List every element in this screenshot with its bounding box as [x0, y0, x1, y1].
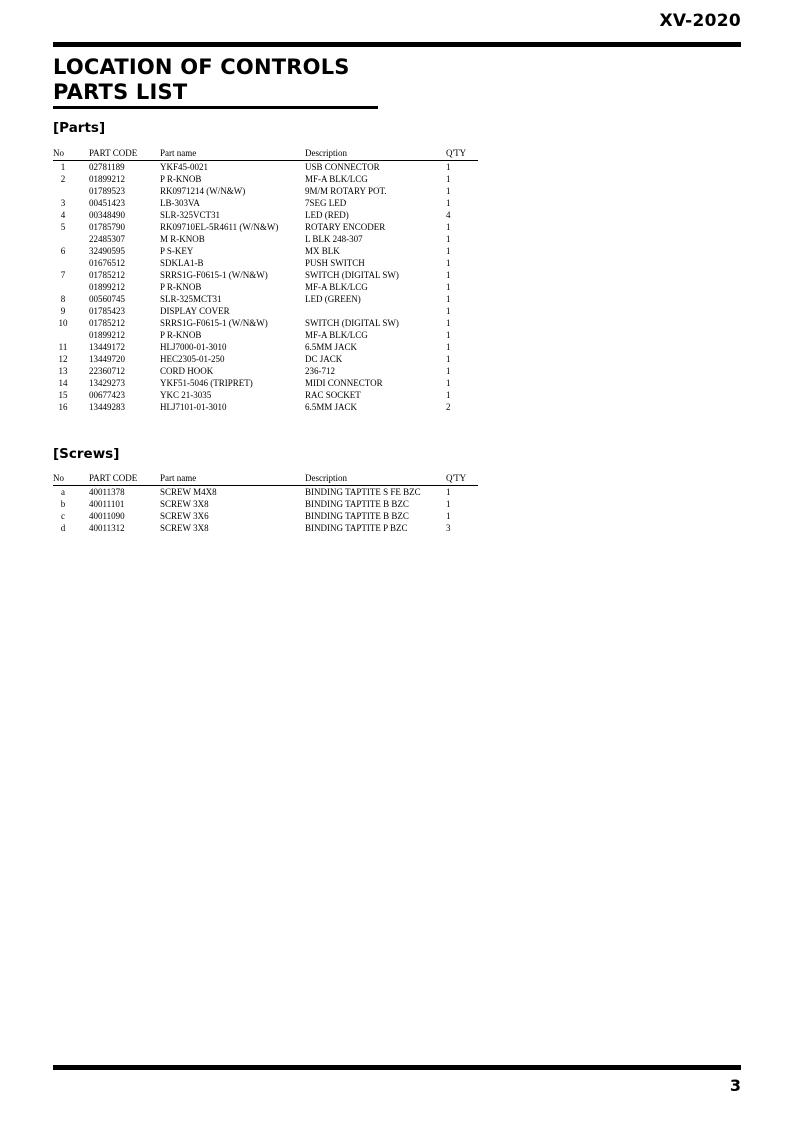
cell-description: BINDING TAPTITE B BZC: [305, 511, 409, 521]
cell-no: 11: [58, 342, 68, 352]
column-header-part-name: Part name: [160, 472, 305, 486]
cell-part-name: CORD HOOK: [160, 366, 214, 376]
cell-part-code: 01899212: [89, 330, 125, 340]
table-header-row: [53, 147, 478, 161]
table-row: [53, 317, 478, 329]
cell-description: BINDING TAPTITE B BZC: [305, 499, 409, 509]
cell-part-code: 01785212: [89, 318, 125, 328]
cell-part-name: P S-KEY: [160, 246, 194, 256]
top-rule: [53, 42, 741, 47]
table-row: [53, 377, 478, 389]
cell-description: PUSH SWITCH: [305, 258, 365, 268]
cell-part-code: 02781189: [89, 162, 125, 172]
cell-qty: 1: [446, 330, 451, 340]
cell-no: 16: [58, 402, 68, 412]
cell-part-name: YKF45-0021: [160, 162, 209, 172]
cell-part-code: 01785790: [89, 222, 125, 232]
column-header-part-code: PART CODE: [73, 472, 160, 486]
table-row: [53, 341, 478, 353]
cell-qty: 1: [446, 318, 451, 328]
table-row: [53, 401, 478, 413]
cell-part-code: 01676512: [89, 258, 125, 268]
title-rule: [53, 106, 378, 109]
cell-part-name: SRRS1G-F0615-1 (W/N&W): [160, 270, 268, 280]
cell-part-code: 40011090: [89, 511, 125, 521]
cell-part-name: P R-KNOB: [160, 174, 202, 184]
table-row: [53, 209, 478, 221]
cell-part-code: 01899212: [89, 174, 125, 184]
cell-description: BINDING TAPTITE S FE BZC: [305, 487, 421, 497]
cell-part-code: 01899212: [89, 282, 125, 292]
cell-part-code: 00348490: [89, 210, 125, 220]
cell-part-code: 01785423: [89, 306, 125, 316]
cell-part-code: 00560745: [89, 294, 125, 304]
cell-no: [53, 185, 73, 197]
cell-part-code: 01789523: [89, 186, 125, 196]
cell-description: SWITCH (DIGITAL SW): [305, 318, 399, 328]
cell-qty: 1: [446, 354, 451, 364]
cell-description: MIDI CONNECTOR: [305, 378, 383, 388]
table-row: [53, 522, 478, 534]
cell-qty: 2: [446, 402, 451, 412]
column-header-no: No: [53, 472, 73, 486]
cell-part-name: SLR-325MCT31: [160, 294, 222, 304]
cell-no: 6: [60, 246, 66, 256]
cell-no: [53, 233, 73, 245]
table-row: [53, 293, 478, 305]
table-row: [53, 221, 478, 233]
cell-description: BINDING TAPTITE P BZC: [305, 523, 408, 533]
cell-part-code: 32490595: [89, 246, 125, 256]
parts-heading: [Parts]: [53, 120, 106, 136]
column-header-part-code: PART CODE: [73, 147, 160, 161]
cell-description: MX BLK: [305, 246, 340, 256]
column-header-qty: Q'TY: [446, 147, 478, 161]
cell-no: 10: [58, 318, 68, 328]
cell-part-code: 13429273: [89, 378, 125, 388]
cell-description: 6.5MM JACK: [305, 342, 358, 352]
model-name: XV-2020: [659, 11, 741, 31]
cell-part-code: 40011101: [89, 499, 125, 509]
cell-part-name: YKC 21-3035: [160, 390, 212, 400]
cell-part-code: 13449172: [89, 342, 125, 352]
cell-part-name: DISPLAY COVER: [160, 306, 230, 316]
cell-qty: 1: [446, 258, 451, 268]
page-title-line-1: LOCATION OF CONTROLS: [53, 55, 350, 79]
cell-part-name: RK0971214 (W/N&W): [160, 186, 246, 196]
cell-qty: 1: [446, 499, 451, 509]
cell-no: 8: [60, 294, 66, 304]
cell-part-name: SCREW 3X8: [160, 499, 209, 509]
cell-part-code: 13449720: [89, 354, 125, 364]
cell-part-name: P R-KNOB: [160, 282, 202, 292]
parts-table-body: [53, 161, 478, 414]
footer-rule: [53, 1065, 741, 1070]
cell-description: MF-A BLK/LCG: [305, 282, 368, 292]
cell-qty: 1: [446, 222, 451, 232]
cell-qty: 1: [446, 186, 451, 196]
cell-no: 4: [60, 210, 66, 220]
cell-no: [53, 329, 73, 341]
cell-qty: 1: [446, 234, 451, 244]
cell-part-code: 22485307: [89, 234, 125, 244]
screws-heading: [Screws]: [53, 446, 120, 462]
cell-description: MF-A BLK/LCG: [305, 330, 368, 340]
cell-part-code: 22360712: [89, 366, 125, 376]
cell-part-name: HLJ7101-01-3010: [160, 402, 227, 412]
cell-part-name: SLR-325VCT31: [160, 210, 221, 220]
cell-qty: 1: [446, 342, 451, 352]
cell-part-code: 01785212: [89, 270, 125, 280]
cell-qty: 1: [446, 174, 451, 184]
table-header-row: [53, 472, 478, 486]
table-row: [53, 510, 478, 522]
cell-part-name: SDKLA1-B: [160, 258, 204, 268]
cell-part-code: 00677423: [89, 390, 125, 400]
cell-no: 9: [60, 306, 66, 316]
cell-description: MF-A BLK/LCG: [305, 174, 368, 184]
table-row: [53, 269, 478, 281]
cell-part-name: SCREW M4X8: [160, 487, 217, 497]
cell-no: 1: [60, 162, 66, 172]
page-title-line-2: PARTS LIST: [53, 80, 188, 104]
cell-qty: 1: [446, 366, 451, 376]
cell-description: 6.5MM JACK: [305, 402, 358, 412]
cell-part-code: 00451423: [89, 198, 125, 208]
cell-description: 9M/M ROTARY POT.: [305, 186, 387, 196]
cell-part-name: LB-303VA: [160, 198, 200, 208]
cell-qty: 1: [446, 282, 451, 292]
cell-no: 12: [58, 354, 68, 364]
cell-qty: 1: [446, 294, 451, 304]
cell-part-code: 13449283: [89, 402, 125, 412]
table-row: [53, 389, 478, 401]
cell-part-name: P R-KNOB: [160, 330, 202, 340]
cell-qty: 1: [446, 246, 451, 256]
table-row: [53, 173, 478, 185]
table-row: [53, 161, 478, 174]
cell-part-name: SCREW 3X8: [160, 523, 209, 533]
cell-qty: 3: [446, 523, 451, 533]
cell-description: LED (RED): [305, 210, 349, 220]
cell-part-name: YKF51-5046 (TRIPRET): [160, 378, 253, 388]
cell-description: DC JACK: [305, 354, 343, 364]
cell-description: LED (GREEN): [305, 294, 361, 304]
table-row: [53, 365, 478, 377]
cell-part-name: HEC2305-01-250: [160, 354, 225, 364]
cell-description: USB CONNECTOR: [305, 162, 380, 172]
column-header-description: Description: [305, 472, 446, 486]
table-row: [53, 498, 478, 510]
cell-no: 15: [58, 390, 68, 400]
table-row: [53, 197, 478, 209]
cell-description: [305, 305, 446, 317]
cell-no: 2: [60, 174, 66, 184]
cell-part-code: 40011378: [89, 487, 125, 497]
cell-qty: 4: [446, 210, 451, 220]
cell-description: SWITCH (DIGITAL SW): [305, 270, 399, 280]
table-row: [53, 233, 478, 245]
cell-part-name: M R-KNOB: [160, 234, 205, 244]
cell-no: d: [60, 523, 66, 533]
cell-qty: 1: [446, 306, 451, 316]
cell-part-name: SCREW 3X6: [160, 511, 209, 521]
cell-no: 13: [58, 366, 68, 376]
cell-qty: 1: [446, 390, 451, 400]
cell-no: a: [61, 487, 65, 497]
page-title: [53, 55, 350, 105]
cell-part-name: HLJ7000-01-3010: [160, 342, 227, 352]
cell-description: L BLK 248-307: [305, 234, 363, 244]
screws-table: [53, 472, 478, 534]
cell-part-code: 40011312: [89, 523, 125, 533]
cell-no: [53, 257, 73, 269]
table-row: [53, 257, 478, 269]
parts-table: [53, 147, 478, 413]
cell-no: 3: [60, 198, 66, 208]
table-row: [53, 353, 478, 365]
cell-description: 236-712: [305, 366, 335, 376]
cell-part-name: SRRS1G-F0615-1 (W/N&W): [160, 318, 268, 328]
table-row: [53, 305, 478, 317]
page-number: 3: [729, 1076, 741, 1095]
cell-no: 5: [60, 222, 66, 232]
cell-description: RAC SOCKET: [305, 390, 361, 400]
cell-no: b: [60, 499, 66, 509]
table-row: [53, 245, 478, 257]
table-row: [53, 486, 478, 499]
cell-description: ROTARY ENCODER: [305, 222, 386, 232]
cell-no: 7: [60, 270, 66, 280]
column-header-description: Description: [305, 147, 446, 161]
cell-qty: 1: [446, 511, 451, 521]
cell-qty: 1: [446, 378, 451, 388]
cell-qty: 1: [446, 487, 451, 497]
cell-no: c: [61, 511, 65, 521]
cell-qty: 1: [446, 162, 451, 172]
cell-no: [53, 281, 73, 293]
column-header-qty: Q'TY: [446, 472, 478, 486]
table-row: [53, 185, 478, 197]
table-row: [53, 329, 478, 341]
cell-part-name: RK09710EL-5R4611 (W/N&W): [160, 222, 279, 232]
cell-no: 14: [58, 378, 68, 388]
cell-description: 7SEG LED: [305, 198, 347, 208]
screws-table-body: [53, 486, 478, 535]
cell-qty: 1: [446, 270, 451, 280]
table-row: [53, 281, 478, 293]
column-header-part-name: Part name: [160, 147, 305, 161]
column-header-no: No: [53, 147, 73, 161]
cell-qty: 1: [446, 198, 451, 208]
